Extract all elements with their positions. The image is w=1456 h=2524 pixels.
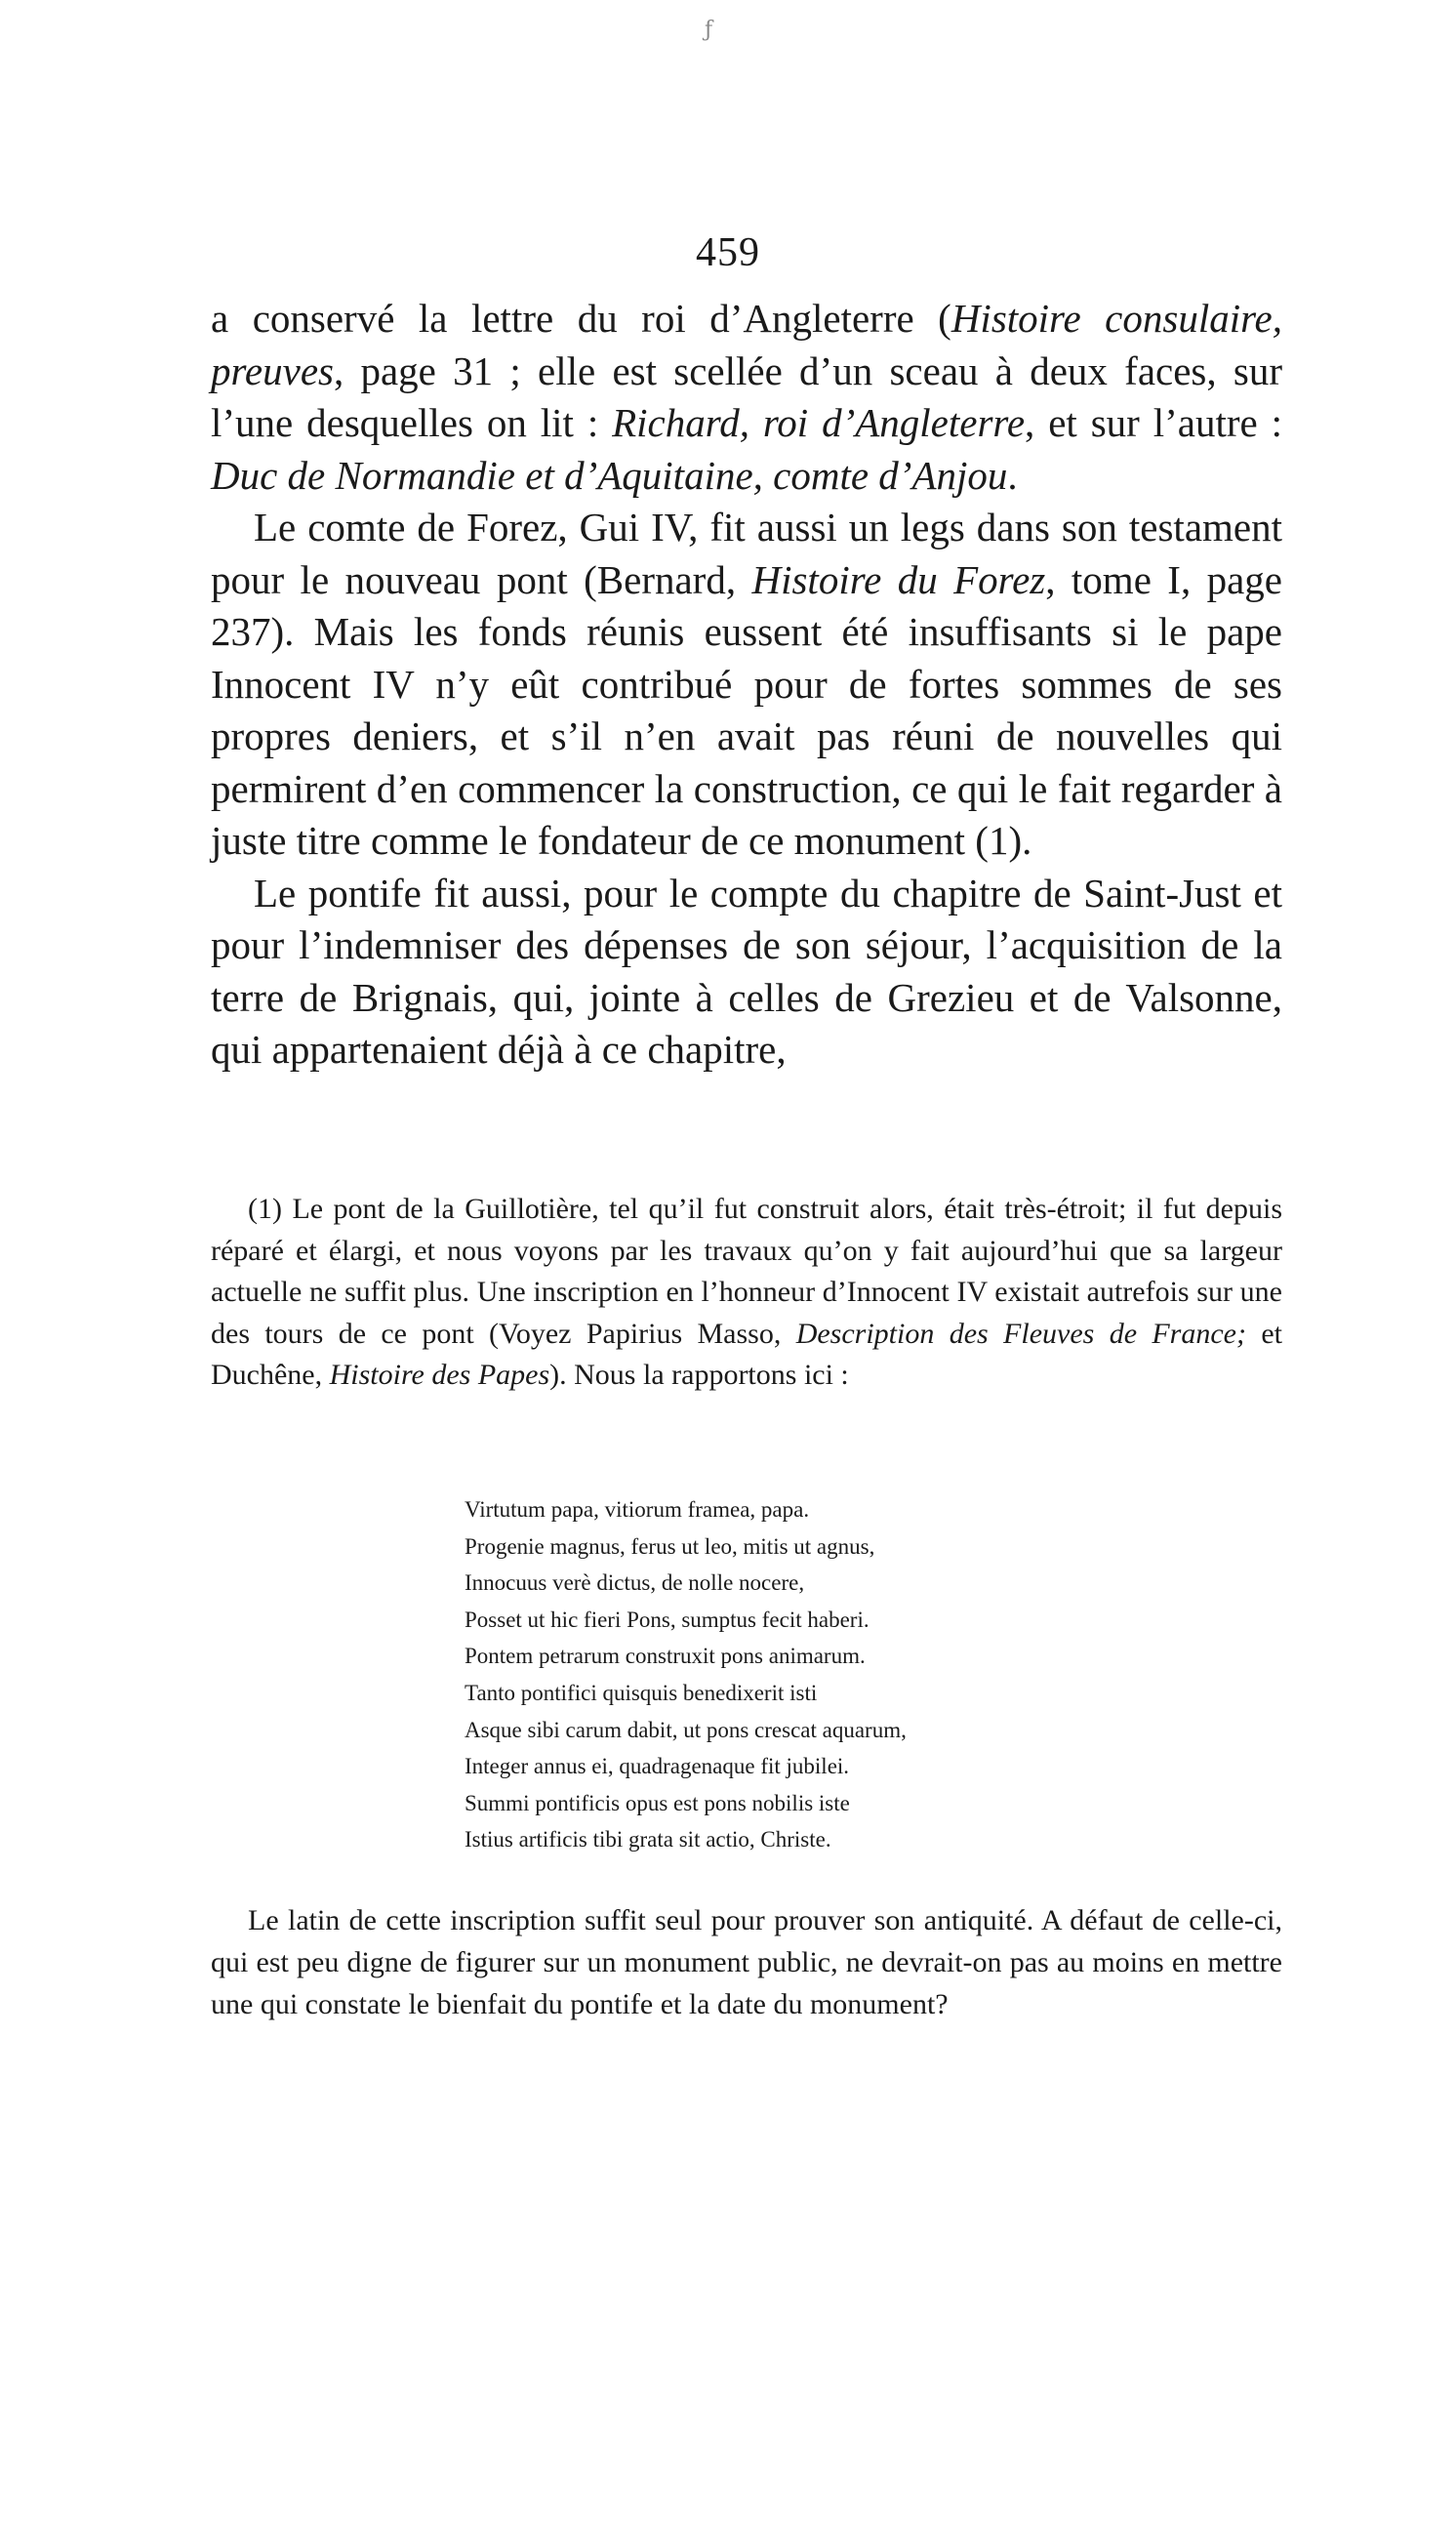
footnote bbox=[211, 1189, 1282, 1397]
text-run: et Duchêne, bbox=[211, 1317, 1282, 1391]
page-number: 459 bbox=[696, 230, 760, 275]
text-run: , tome I, page 237). Mais les fonds réunis eussent été insuffisants si le pape Innocent IV n’y eût contribué pour de fortes sommes de ses propres deniers, et s’il n’en avait pas réuni de nouvelles qui permirent d’en commencer la construction, ce qui le fait regarder à juste titre comme le fondateur de ce monument (1). bbox=[211, 556, 1282, 863]
footnote-paragraph bbox=[211, 1189, 1282, 1397]
verse-line: Asque sibi carum dabit, ut pons crescat aquarum, bbox=[465, 1717, 907, 1742]
text-run: (1) Le pont de la Guillotière, tel qu’il fut construit alors, était très-étroit; il fut depuis réparé et élargi, et nous voyons par les travaux qu’on y fait aujourd’hui que sa largeur actuelle ne suffit plus. Une inscription en l’honneur d’Innocent IV existait autrefois sur une des tours de ce pont (Voyez Papirius Masso, bbox=[211, 1193, 1282, 1350]
text-run: Le comte de Forez, Gui IV, fit aussi un legs dans son testament pour le nouveau pont (Bernard, bbox=[211, 505, 1282, 602]
ink-mark: ƒ bbox=[705, 18, 713, 42]
text-run: ). Nous la rapportons ici : bbox=[549, 1359, 849, 1391]
text-run: . bbox=[1007, 452, 1018, 498]
verse-line: Posset ut hic fieri Pons, sumptus fecit haberi. bbox=[465, 1607, 870, 1632]
paragraph-forez bbox=[211, 502, 1282, 868]
italic-run: Histoire des Papes bbox=[329, 1359, 550, 1391]
main-text bbox=[211, 293, 1282, 1077]
verse-line: Integer annus ei, quadragenaque fit jubilei. bbox=[465, 1754, 850, 1779]
verse-line: Pontem petrarum construxit pons animarum. bbox=[465, 1644, 866, 1669]
text-run: Le latin de cette inscription suffit seul pour prouver son antiquité. A défaut de celle-ci, qui est peu digne de figurer sur un monument public, ne devrait-on pas au moins en mettre une qui constate le bienfait du pontife et la date du monument? bbox=[211, 1904, 1282, 2020]
verse-line: Istius artificis tibi grata sit actio, Christe. bbox=[465, 1827, 831, 1852]
latin-inscription bbox=[465, 1491, 1148, 1858]
closing-paragraph bbox=[211, 1899, 1282, 2025]
verse-line: Tanto pontifici quisquis benedixerit isti bbox=[465, 1680, 818, 1705]
closing-note bbox=[211, 1899, 1282, 2025]
italic-run: Duc de Normandie et d’Aquitaine, comte d’Anjou bbox=[211, 452, 1008, 498]
italic-run: Description des Fleuves de France; bbox=[795, 1317, 1246, 1350]
paragraph-pontife bbox=[211, 868, 1282, 1077]
text-run: Le pontife fit aussi, pour le compte du chapitre de Saint-Just et pour l’indemniser des dépenses de son séjour, l’acquisition de la terre de Brignais, qui, jointe à celles de Grezieu et de Valsonne, qui appartenaient déjà à ce chapitre, bbox=[211, 870, 1282, 1072]
verse-line: Progenie magnus, ferus ut leo, mitis ut agnus, bbox=[465, 1533, 875, 1559]
italic-run: Richard, roi d’Angleterre bbox=[612, 400, 1026, 445]
verse-line: Innocuus verè dictus, de nolle nocere, bbox=[465, 1570, 805, 1596]
text-run: a conservé la lettre du roi d’Angleterre ( bbox=[211, 296, 951, 341]
text-run: , et sur l’autre : bbox=[1025, 400, 1282, 445]
verse-line: Virtutum papa, vitiorum framea, papa. bbox=[465, 1497, 810, 1522]
italic-run: Histoire consulaire, preuves bbox=[211, 296, 1282, 393]
verse-line: Summi pontificis opus est pons nobilis iste bbox=[465, 1790, 850, 1815]
italic-run: Histoire du Forez bbox=[751, 556, 1046, 602]
text-run: , page 31 ; elle est scellée d’un sceau à deux faces, sur l’une desquelles on lit : bbox=[211, 347, 1282, 445]
paragraph-continued bbox=[211, 293, 1282, 502]
